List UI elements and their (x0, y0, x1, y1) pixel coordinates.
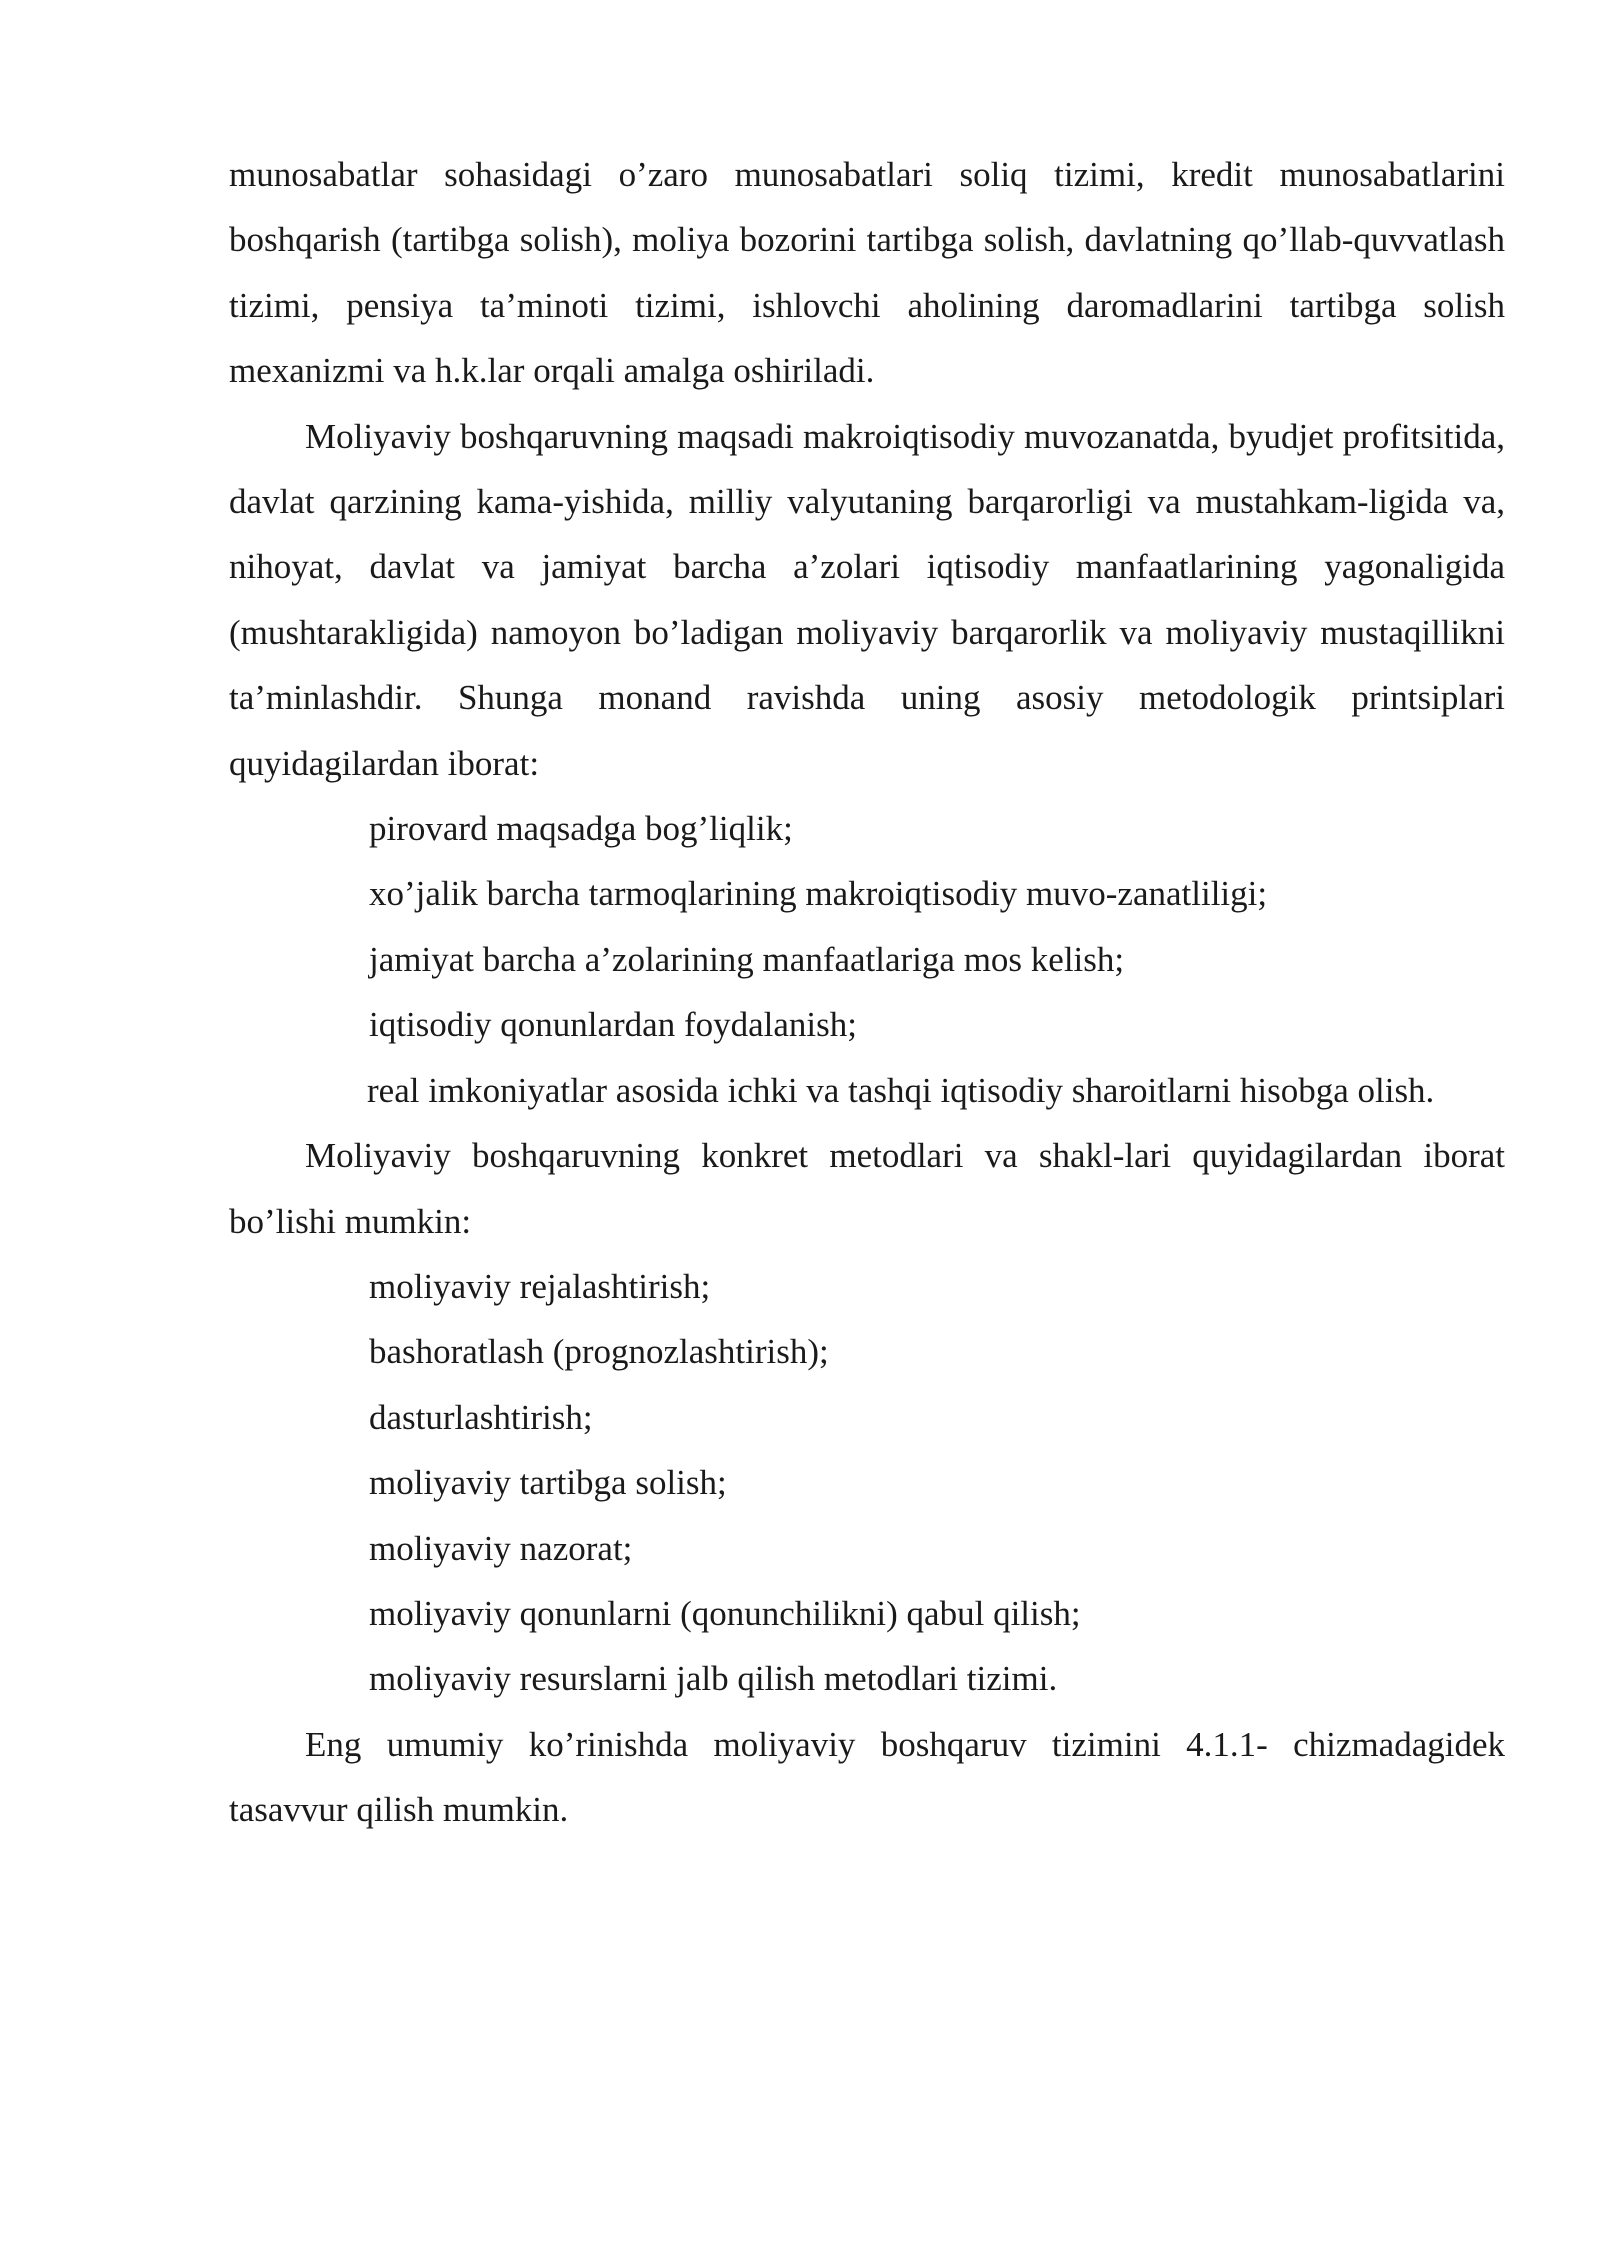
list-item: iqtisodiy qonunlardan foydalanish; (369, 1005, 857, 1045)
list-item: moliyaviy rejalashtirish; (369, 1266, 711, 1306)
list-item: bashoratlash (prognozlashtirish); (369, 1332, 829, 1372)
list-item: dasturlashtirish; (369, 1397, 593, 1437)
list-item: moliyaviy nazorat; (369, 1528, 633, 1568)
paragraph-summary: Eng umumiy ko’rinishda moliyaviy boshqaruv tizimini 4.1.1- chizmadagidek tasavvur qilish mumkin. (229, 1724, 1505, 1830)
list-item: moliyaviy resurslarni jalb qilish metodlari tizimi. (369, 1659, 1058, 1699)
list-item: xo’jalik barcha tarmoqlarining makroiqtisodiy muvo-zanatliligi; (369, 874, 1268, 914)
list-item: moliyaviy tartibga solish; (369, 1463, 727, 1503)
page-body (229, 142, 1505, 1843)
paragraph-continuation: munosabatlar sohasidagi o’zaro munosabatlari soliq tizimi, kredit munosabatlarini boshqarish (tartibga solish), moliya bozorini tartibga solish, davlatning qo’llab-quvvatlash tizimi, pensiya ta’minoti tizimi, ishlovchi aholining daromadlarini tartibga solish mexanizmi va h.k.lar orqali amalga oshiriladi. (229, 155, 1505, 391)
paragraph-goal: Moliyaviy boshqaruvning maqsadi makroiqtisodiy muvozanatda, byudjet profitsitida, davlat qarzining kama-yishida, milliy valyutaning barqarorligi va mustahkam-ligida va, nihoyat, davlat va jamiyat barcha a’zolari iqtisodiy manfaatlarining yagonaligida (mushtarakligida) namoyon bo’ladigan moliyaviy barqarorlik va moliyaviy mustaqillikni ta’minlashdir. Shunga monand ravishda uning asosiy metodologik printsiplari quyidagilardan iborat: (229, 416, 1505, 783)
list-item: pirovard maqsadga bog’liqlik; (369, 809, 793, 849)
paragraph-methods: Moliyaviy boshqaruvning konkret metodlari va shakl-lari quyidagilardan iborat bo’lishi mumkin: (229, 1136, 1505, 1241)
list-item: moliyaviy qonunlarni (qonunchilikni) qabul qilish; (369, 1593, 1081, 1633)
methods-list (229, 1254, 1505, 1712)
principles-list (229, 796, 1505, 1123)
list-item: jamiyat barcha a’zolarining manfaatlariga mos kelish; (369, 939, 1125, 979)
list-item: real imkoniyatlar asosida ichki va tashqi iqtisodiy sharoitlarni hisobga olish. (367, 1070, 1435, 1110)
